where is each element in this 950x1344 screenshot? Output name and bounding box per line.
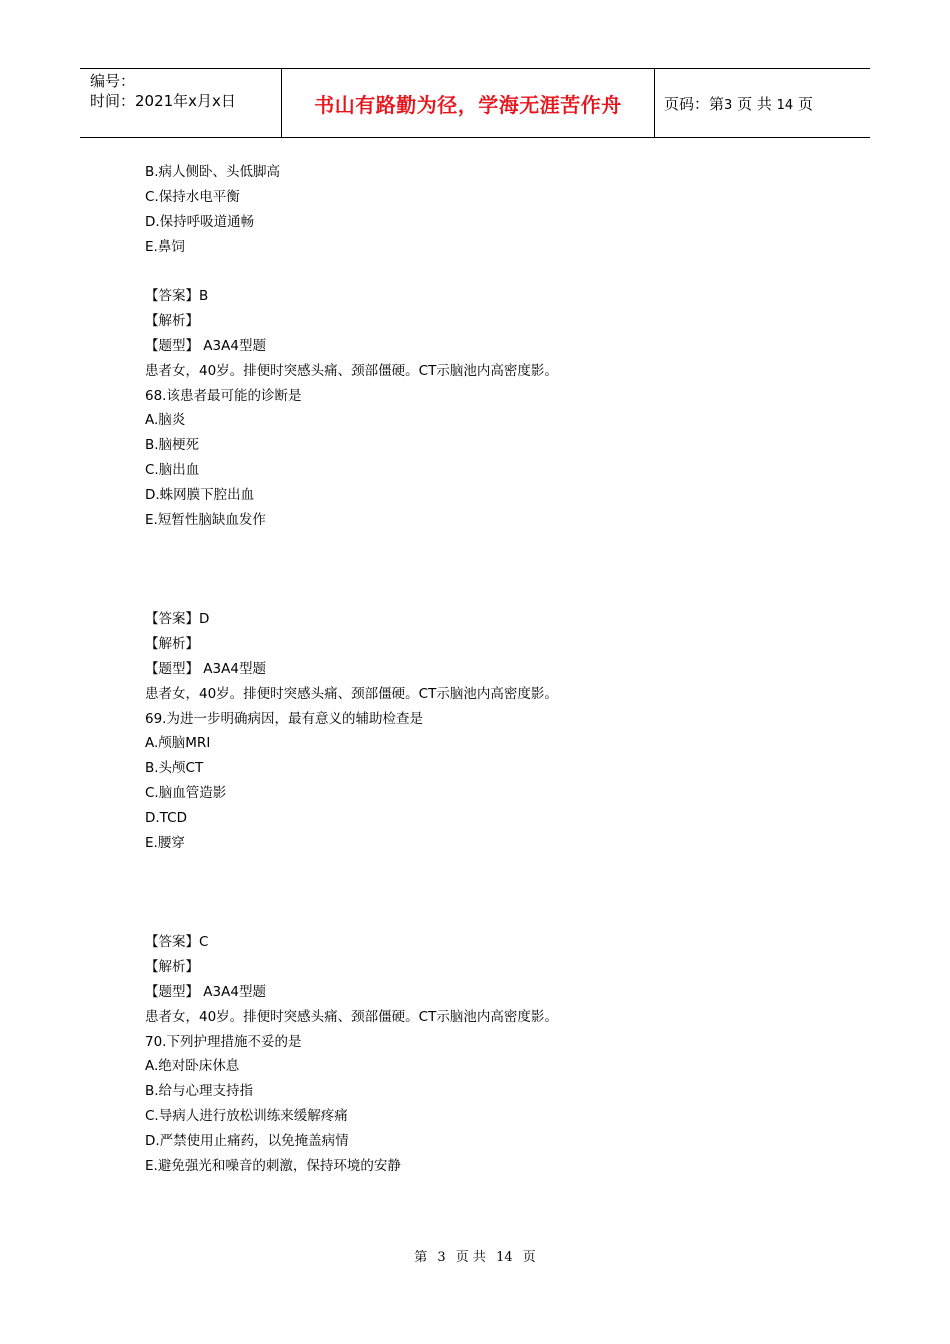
option-line: A.颅脑MRI [145,735,211,752]
document-date-label: 时间：2021年x月x日 [90,92,236,110]
option-line: B.头颅CT [145,760,204,777]
case-description: 患者女，40岁。排便时突感头痛、颈部僵硬。CT示脑池内高密度影。 [145,362,558,379]
option-line: D.TCD [145,809,187,826]
analysis-line: 【解析】 [145,959,199,975]
header-motto: 书山有路勤为径，学海无涯苦作舟 [314,93,622,117]
option-line: D.严禁使用止痛药，以免掩盖病情 [145,1132,349,1149]
footer-prefix: 第 [414,1250,428,1265]
option-line: C.保持水电平衡 [145,188,240,205]
option-line: B.脑梗死 [145,437,200,454]
footer-suffix: 页 [522,1250,536,1265]
analysis-line: 【解析】 [145,636,199,653]
case-description: 患者女，40岁。排便时突感头痛、颈部僵硬。CT示脑池内高密度影。 [145,1008,558,1025]
spacer [145,880,845,905]
footer-current-page: 3 [437,1250,446,1265]
case-description: 患者女，40岁。排便时突感头痛、颈部僵硬。CT示脑池内高密度影。 [145,685,558,702]
option-line: E.短暂性脑缺血发作 [145,511,266,528]
spacer [145,558,845,583]
spacer [145,533,845,558]
header-divider-right [654,69,655,137]
option-line: C.脑出血 [145,462,200,479]
header-page-label: 页码：第 [664,95,725,113]
header-meta [90,71,236,111]
header-page-end: 页 [797,95,813,113]
page-footer [0,1246,950,1265]
spacer [145,582,845,607]
option-line: C.导病人进行放松训练来缓解疼痛 [145,1108,348,1125]
footer-mid: 页 共 [455,1250,486,1265]
spacer [145,259,845,284]
question-stem: 70.下列护理措施不妥的是 [145,1033,302,1050]
spacer [145,856,845,881]
analysis-line: 【解析】 [145,313,199,330]
document-number-label: 编号： [90,72,136,90]
footer-total-pages: 14 [496,1250,513,1265]
option-line: D.蛛网膜下腔出血 [145,486,255,503]
option-line: E.腰穿 [145,834,185,851]
question-stem: 69.为进一步明确病因，最有意义的辅助检查是 [145,710,423,727]
header-page-current: 3 [724,98,733,113]
header-page-total: 14 [776,98,794,113]
option-line: E.避免强光和噪音的刺激，保持环境的安静 [145,1157,401,1174]
option-line: B.病人侧卧、头低脚高 [145,164,281,180]
header-page-mid: 页 共 [737,95,772,113]
question-stem: 68.该患者最可能的诊断是 [145,387,302,404]
answer-line: 【答案】D [145,611,210,628]
option-line: E.鼻饲 [145,238,185,255]
question-type-line: 【题型】 A3A4型题 [145,983,266,1000]
spacer [145,905,845,930]
option-line: B.给与心理支持指 [145,1083,254,1100]
question-type-line: 【题型】 A3A4型题 [145,660,266,677]
question-type-line: 【题型】 A3A4型题 [145,337,266,354]
option-line: A.脑炎 [145,412,186,429]
option-line: A.绝对卧床休息 [145,1058,240,1075]
option-line: C.脑血管造影 [145,785,227,802]
page-header [80,68,870,138]
option-line: D.保持呼吸道通畅 [145,213,255,230]
answer-line: 【答案】B [145,288,209,305]
document-body [145,160,845,1179]
header-page-indicator [664,93,813,114]
answer-line: 【答案】C [145,934,209,951]
